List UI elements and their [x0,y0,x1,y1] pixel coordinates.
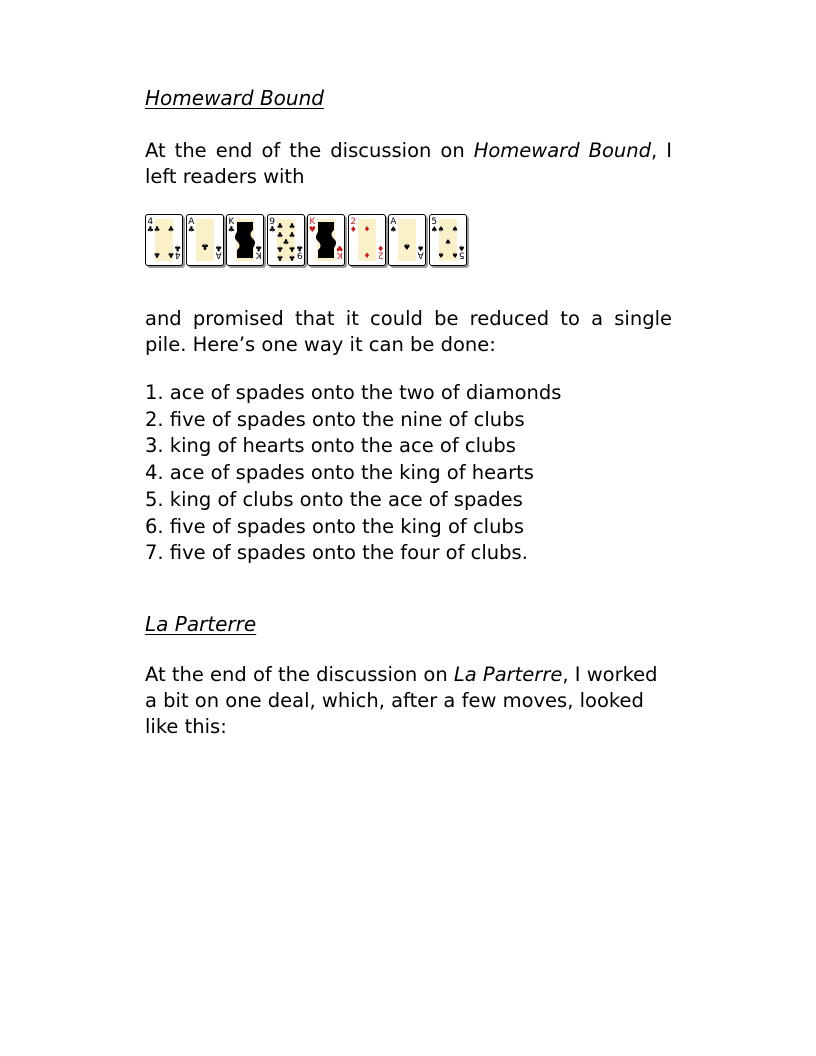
playing-card [388,214,426,266]
card-pip-clubs-icon: ♣ [153,224,161,234]
intro-text-after: , I left readers with [145,139,672,188]
card-pip-spades-icon: ♠ [437,224,444,234]
card-rank-label: 5 [430,217,437,227]
intro-title-emphasis: La Parterre [453,663,563,686]
card-corner-suit-spades-icon: ♠ [430,225,438,234]
card-rank-label: A [390,217,397,227]
card-pip-clubs-icon: ♣ [288,244,295,254]
card-corner-suit-hearts-icon: ♥ [336,243,344,253]
card-corner-suit-spades-icon: ♠ [389,225,397,234]
card-pip-clubs-icon: ♣ [200,240,209,251]
card-pip-diamonds-icon: ♦ [363,250,370,260]
king-figure-icon [235,222,255,258]
solution-step: 3. king of hearts onto the ace of clubs [145,434,516,458]
card-corner-suit-clubs-icon: ♣ [214,243,222,253]
intro-title-emphasis: Homeward Bound [473,139,652,162]
solution-step: 4. ace of spades onto the king of hearts [145,461,534,485]
card-rank-label: K [336,249,343,260]
card-pip-clubs-icon: ♣ [288,230,295,240]
card-rank-label: 2 [377,249,384,260]
card-rank-label: 9 [296,249,303,260]
card-pip-clubs-icon: ♣ [276,244,283,254]
card-corner-suit-clubs-icon: ♣ [255,243,263,253]
intro-text-before: At the end of the discussion on [145,663,454,686]
card-corner-suit-diamonds-icon: ♦ [349,225,357,234]
card-pip-spades-icon: ♠ [402,240,412,251]
card-rank-label: K [228,217,235,227]
playing-card [186,214,224,266]
playing-card [429,214,467,266]
card-rank-label: A [187,217,194,227]
solution-step: 7. five of spades onto the four of clubs. [145,541,528,565]
card-corner-suit-clubs-icon: ♣ [187,225,195,234]
card-corner-suit-clubs-icon: ♣ [174,243,182,253]
card-pip-clubs-icon: ♣ [282,237,289,247]
solution-step: 1. ace of spades onto the two of diamonds [145,381,562,404]
king-figure-icon [316,222,336,258]
solution-steps-list [145,380,561,567]
card-rank-label: 2 [349,217,356,227]
card-rank-label: K [309,217,316,227]
card-rank-label: A [417,249,424,260]
card-pip-spades-icon: ♠ [451,250,458,260]
card-corner-suit-spades-icon: ♠ [417,243,425,253]
section-title-homeward-bound: Homeward Bound [145,86,324,110]
card-corner-suit-diamonds-icon: ♦ [376,243,384,253]
card-rank-label: 5 [458,249,465,260]
card-corner-suit-clubs-icon: ♣ [295,243,303,253]
card-corner-suit-spades-icon: ♠ [457,243,465,253]
card-corner-suit-hearts-icon: ♥ [308,225,316,234]
card-rank-label: 4 [174,249,181,260]
card-pip-spades-icon: ♠ [444,237,451,247]
card-rank-label: 9 [268,217,275,227]
intro-text-before: At the end of the discussion on [145,139,474,162]
solution-step: 5. king of clubs onto the ace of spades [145,487,523,511]
solution-step: 2. five of spades onto the nine of clubs [145,407,525,431]
solution-step: 6. five of spades onto the king of clubs [145,514,524,538]
card-layout [145,214,470,266]
card-pip-spades-icon: ♠ [437,250,444,260]
card-pip-spades-icon: ♠ [451,224,458,234]
card-pip-clubs-icon: ♣ [276,230,283,240]
playing-card [267,214,305,266]
playing-card [145,214,183,266]
card-pip-clubs-icon: ♣ [288,253,295,263]
card-rank-label: 4 [147,217,154,227]
card-pip-clubs-icon: ♣ [276,221,283,231]
playing-card [348,214,386,266]
playing-card [307,214,345,266]
card-pip-diamonds-icon: ♦ [363,224,370,234]
card-pip-clubs-icon: ♣ [167,224,175,234]
homeward-bound-followup: and promised that it could be reduced to a single pile. Here’s one way it can be done: [145,307,672,356]
card-corner-suit-clubs-icon: ♣ [146,225,154,234]
homeward-bound-intro [145,138,672,190]
section-title-la-parterre: La Parterre [145,612,257,636]
card-pip-clubs-icon: ♣ [167,250,175,260]
card-corner-suit-clubs-icon: ♣ [268,225,276,234]
card-rank-label: K [255,249,262,260]
playing-card [226,214,264,266]
la-parterre-intro [145,662,672,740]
intro-text-after: , I worked a bit on one deal, which, after a few moves, looked like this: [145,663,658,738]
card-pip-clubs-icon: ♣ [276,253,283,263]
card-pip-clubs-icon: ♣ [288,221,295,231]
card-pip-clubs-icon: ♣ [153,250,161,260]
card-corner-suit-clubs-icon: ♣ [227,225,235,234]
card-rank-label: A [215,249,222,260]
